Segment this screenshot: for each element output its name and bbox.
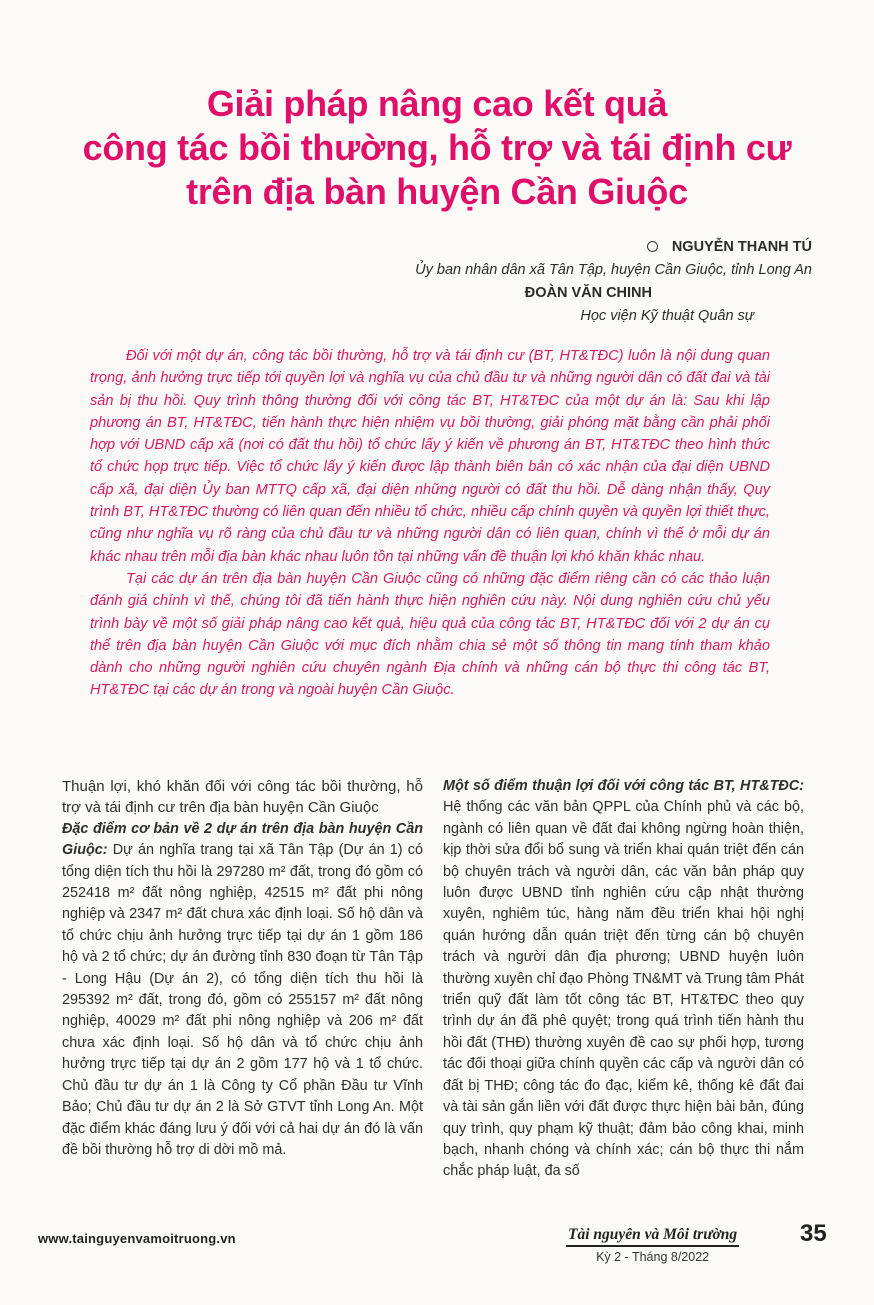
author-name: NGUYỄN THANH TÚ xyxy=(671,239,812,255)
paragraph-lead: Đặc điểm cơ bản về 2 dự án trên địa bàn huyện Cần Giuộc: xyxy=(62,820,423,859)
website-link[interactable]: www.tainguyenvamoitruong.vn xyxy=(38,1231,236,1246)
circle-bullet-icon xyxy=(647,241,658,252)
title-line-3: trên địa bàn huyện Cần Giuộc xyxy=(186,171,688,212)
section-heading: Thuận lợi, khó khăn đối với công tác bồi thường, hỗ trợ và tái định cư trên địa bàn huyện Cần Giuộc xyxy=(62,778,423,817)
paragraph-text: Dự án nghĩa trang tại xã Tân Tập (Dự án 1) có tổng diện tích thu hồi là 297280 m² đất, trong đó gồm có 252418 m² đất nông nghiệp, 42515 m² đất phi nông nghiệp và 2347 m² đất chưa xác định loại. Số hộ dân và tổ chức chịu ảnh hưởng trực tiếp tại dự án 1 gồm 186 hộ và 2 tổ chức; dự án đường tỉnh 830 đoạn từ Tân Tập - Long Hậu (Dự án 2), có tổng diện tích thu hồi là 295392 m² đất, trong đó, gồm có 255157 m² đất nông nghiệp, 40029 m² đất phi nông nghiệp và 206 m² đất chưa xác định loại. Số hộ dân và tổ chức chịu ảnh hưởng trực tiếp tại dự án 2 gồm 177 hộ và 1 tổ chức. Chủ đầu tư dự án 1 là Công ty Cổ phần Đầu tư Vĩnh Bảo; Chủ đầu tư dự án 2 là Sở GTVT tỉnh Long An. Một đặc điểm khác đáng lưu ý đối với cả hai dự án đó là vấn đề bồi thường hỗ trợ di dời mồ mả. xyxy=(62,842,423,1158)
page-number: 35 xyxy=(800,1220,827,1247)
issue-label: Kỳ 2 - Tháng 8/2022 xyxy=(596,1250,710,1264)
abstract-paragraph: Tại các dự án trên địa bàn huyện Cần Giuộc cũng có những đặc điểm riêng cần có các thảo luận đánh giá chính vì thế, chúng tôi đã tiến hành thực hiện nghiên cứu này. Nội dung nghiên cứu chủ yếu trình bày về một số giải pháp nâng cao kết quả, hiệu quả của công tác BT, HT&TĐC đối với 2 dự án cụ thể trên địa bàn huyện Cần Giuộc với mục đích nhằm chia sẻ một số thông tin mang tính tham khảo dành cho những người nghiên cứu chuyên ngành Địa chính và những cán bộ thực thi công tác BT, HT&TĐC tại các dự án trong và ngoài huyện Cần Giuộc. xyxy=(90,570,770,699)
magazine-name: Tài nguyên và Môi trường xyxy=(566,1226,739,1247)
left-column xyxy=(62,776,423,1161)
body-paragraph xyxy=(443,776,804,1183)
author-block xyxy=(292,236,812,328)
paragraph-lead: Một số điểm thuận lợi đối với công tác BT, HT&TĐC: xyxy=(443,778,804,794)
title-line-1: Giải pháp nâng cao kết quả xyxy=(206,83,668,124)
author-affiliation: Ủy ban nhân dân xã Tân Tập, huyện Cần Giuộc, tỉnh Long An xyxy=(415,262,812,278)
right-column xyxy=(443,776,804,1183)
author-2 xyxy=(292,282,812,305)
author-name: ĐOÀN VĂN CHINH xyxy=(524,285,652,301)
paragraph-text: Hệ thống các văn bản QPPL của Chính phủ và các bộ, ngành có liên quan về đất đai không ngừng hoàn thiện, kịp thời sửa đổi bổ sung và triển khai quán triệt đến cán bộ chuyên trách và người dân, các văn bản pháp quy luôn được UBND tỉnh nghiên cứu cập nhật thường xuyên, nghiêm túc, hàng năm đều triển khai hội nghị quán hướng dẫn quán triệt đến từng cán bộ chuyên trách và người dân địa phương; UBND huyện luôn thường xuyên chỉ đạo Phòng TN&MT và Trung tâm Phát triển quỹ đất làm tốt công tác BT, HT&TĐC theo quy trình dự án đã phê quyệt; trong quá trình tiến hành thu hồi đất (THĐ) thường xuyên đề cao sự phối hợp, tương tác đối thoại giữa chính quyền các cấp và người dân có đất bị THĐ; công tác đo đạc, kiểm kê, thống kê đất đai và tài sản gắn liền với đất được thực hiện bài bản, đúng quy trình, quy phạm kỹ thuật; đảm bảo công khai, minh bạch, nhanh chóng và chính xác; cán bộ thực thi nắm chắc pháp luật, đa số xyxy=(443,799,804,1180)
body-paragraph xyxy=(62,819,423,1162)
author-1 xyxy=(292,236,812,259)
abstract xyxy=(90,345,770,702)
magazine-masthead xyxy=(566,1226,739,1264)
article-title xyxy=(40,82,834,214)
abstract-paragraph: Đối với một dự án, công tác bồi thường, hỗ trợ và tái định cư (BT, HT&TĐC) luôn là nội dung quan trọng, ảnh hưởng trực tiếp tới quyền lợi và nghĩa vụ của chủ đầu tư và những người dân có đất đai và tài sản bị thu hồi. Quy trình thông thường đối với công tác BT, HT&TĐC của một dự án là: Sau khi lập phương án BT, HT&TĐC, tiến hành thực hiện nhiệm vụ bồi thường, giải phóng mặt bằng cần phải phối hợp với UBND cấp xã (nơi có đất thu hồi) tổ chức lấy ý kiến về phương án BT, HT&TĐC theo hình thức tổ chức họp trực tiếp. Việc tổ chức lấy ý kiến được lập thành biên bản có xác nhận của đại diện UBND cấp xã, đại diện Ủy ban MTTQ cấp xã, đại diện những người có đất thu hồi. Dễ dàng nhận thấy, Quy trình BT, HT&TĐC thường có liên quan đến nhiều tổ chức, nhiều cấp chính quyền và quyền lợi thiết thực, cũng như nghĩa vụ rõ ràng của chủ đầu tư và những người dân có liên quan, chính vì thế ở mỗi dự án khác nhau trên mỗi địa bàn khác nhau luôn tồn tại những vấn đề thuận lợi khó khăn khác nhau. xyxy=(90,348,770,565)
author-affiliation: Học viện Kỹ thuật Quân sự xyxy=(580,308,754,324)
title-line-2: công tác bồi thường, hỗ trợ và tái định cư xyxy=(82,127,792,168)
